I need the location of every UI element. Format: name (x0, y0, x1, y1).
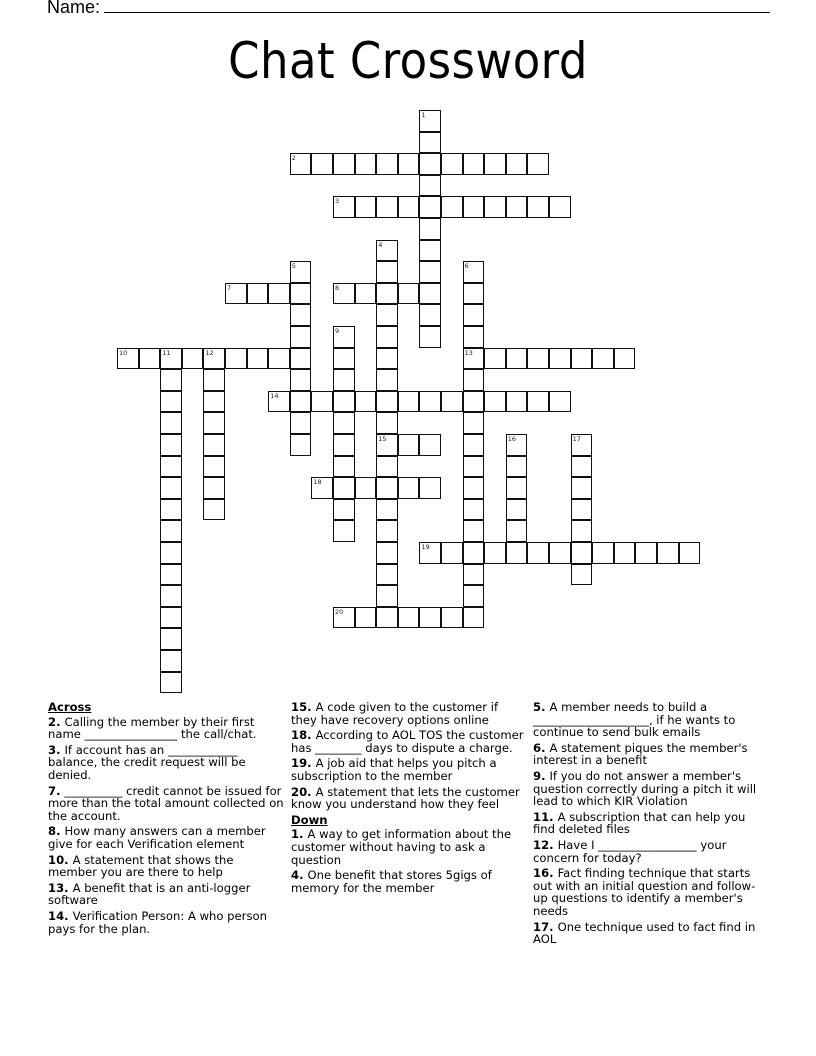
crossword-cell[interactable] (419, 304, 441, 326)
clue-number: 12 (205, 348, 214, 357)
crossword-cell[interactable] (463, 348, 485, 370)
crossword-cell[interactable] (506, 477, 528, 499)
crossword-cell[interactable] (463, 564, 485, 586)
clue-down (533, 742, 769, 767)
crossword-cell[interactable] (376, 304, 398, 326)
clue-number-label: 15. (291, 700, 316, 714)
crossword-cell[interactable] (311, 153, 333, 175)
clue-number: 14 (270, 391, 279, 400)
crossword-cell[interactable] (571, 520, 593, 542)
crossword-cell[interactable] (614, 542, 636, 564)
crossword-cell[interactable] (506, 391, 528, 413)
clue-number-label: 20. (291, 784, 316, 799)
clue-across (48, 910, 284, 935)
crossword-cell[interactable] (376, 391, 398, 413)
clue-across (48, 825, 284, 850)
clue-text: Have I _________________ your concern for today? (533, 837, 727, 865)
clue-number-label: 19. (291, 756, 316, 771)
crossword-cell[interactable] (463, 261, 485, 283)
clue-number: 8 (335, 283, 340, 292)
clue-number: 10 (119, 348, 128, 357)
clue-text: A statement piques the member's interest in a benefit (533, 740, 748, 768)
crossword-cell[interactable] (549, 348, 571, 370)
crossword-cell[interactable] (463, 412, 485, 434)
clue-text: Calling the member by their first name ________________ the call/chat. (48, 714, 257, 742)
crossword-cell[interactable] (549, 542, 571, 564)
clue-number-label: 13. (48, 880, 73, 895)
crossword-cell[interactable] (333, 196, 355, 218)
crossword-cell[interactable] (376, 326, 398, 348)
crossword-cell[interactable] (376, 369, 398, 391)
crossword-cell[interactable] (355, 196, 377, 218)
crossword-cell[interactable] (333, 477, 355, 499)
crossword-cell[interactable] (441, 391, 463, 413)
crossword-cell[interactable] (679, 542, 701, 564)
clue-column-3 (533, 701, 769, 949)
crossword-cell[interactable] (592, 542, 614, 564)
crossword-cell[interactable] (376, 348, 398, 370)
crossword-cell[interactable] (376, 261, 398, 283)
crossword-cell[interactable] (268, 391, 290, 413)
crossword-cell[interactable] (527, 196, 549, 218)
crossword-cell[interactable] (506, 520, 528, 542)
crossword-cell[interactable] (463, 607, 485, 629)
crossword-cell[interactable] (203, 477, 225, 499)
crossword-cell[interactable] (247, 283, 269, 305)
crossword-cell[interactable] (506, 542, 528, 564)
crossword-cell[interactable] (441, 153, 463, 175)
crossword-cell[interactable] (160, 672, 182, 694)
clue-across (48, 854, 284, 879)
crossword-cell[interactable] (527, 348, 549, 370)
clue-text: A statement that shows the member you are there to help (48, 852, 234, 880)
crossword-cell[interactable] (506, 499, 528, 521)
crossword-cell[interactable] (225, 283, 247, 305)
clue-number-label: 2. (48, 714, 65, 729)
crossword-cell[interactable] (419, 153, 441, 175)
crossword-cell[interactable] (484, 348, 506, 370)
crossword-cell[interactable] (311, 477, 333, 499)
clue-text: One technique used to fact find in AOL (533, 919, 756, 947)
clue-down (533, 770, 769, 808)
clue-number: 6 (464, 262, 469, 271)
clue-across (48, 785, 284, 823)
page-title: Chat Crossword (228, 32, 588, 90)
clue-text: How many answers can a member give for each Verification element (48, 824, 266, 851)
crossword-cell[interactable] (117, 348, 139, 370)
crossword-cell[interactable] (419, 175, 441, 197)
crossword-cell[interactable] (441, 196, 463, 218)
crossword-cell[interactable] (398, 391, 420, 413)
crossword-cell[interactable] (463, 369, 485, 391)
crossword-cell[interactable] (376, 520, 398, 542)
crossword-cell[interactable] (419, 477, 441, 499)
crossword-cell[interactable] (441, 607, 463, 629)
clue-across (291, 729, 527, 754)
crossword-cell[interactable] (268, 283, 290, 305)
crossword-cell[interactable] (290, 153, 312, 175)
crossword-cell[interactable] (506, 434, 528, 456)
clue-number-label: 8. (48, 824, 65, 839)
clue-number-label: 12. (533, 837, 558, 852)
clue-down (533, 867, 769, 917)
crossword-cell[interactable] (376, 283, 398, 305)
crossword-cell[interactable] (376, 585, 398, 607)
crossword-cell[interactable] (571, 456, 593, 478)
crossword-cell[interactable] (398, 434, 420, 456)
clue-number: 9 (335, 327, 340, 335)
crossword-cell[interactable] (355, 607, 377, 629)
crossword-cell[interactable] (160, 369, 182, 391)
crossword-cell[interactable] (398, 196, 420, 218)
crossword-cell[interactable] (614, 348, 636, 370)
crossword-cell[interactable] (419, 434, 441, 456)
name-label: Name: (47, 0, 101, 17)
clue-text: A way to get information about the customer without having to ask a question (291, 827, 512, 867)
crossword-cell[interactable] (419, 607, 441, 629)
crossword-cell[interactable] (290, 391, 312, 413)
crossword-cell[interactable] (160, 391, 182, 413)
crossword-cell[interactable] (592, 348, 614, 370)
clue-number-label: 6. (533, 740, 550, 755)
crossword-cell[interactable] (376, 499, 398, 521)
clue-number-label: 11. (533, 809, 558, 824)
crossword-cell[interactable] (290, 283, 312, 305)
crossword-cell[interactable] (463, 153, 485, 175)
clue-text: __________ credit cannot be issued for more than the total amount collected on the account. (48, 783, 284, 823)
clue-number-label: 17. (533, 919, 558, 934)
crossword-cell[interactable] (463, 196, 485, 218)
crossword-cell[interactable] (463, 434, 485, 456)
crossword-cell[interactable] (419, 326, 441, 348)
crossword-cell[interactable] (635, 542, 657, 564)
clue-down (533, 811, 769, 836)
clue-down (533, 839, 769, 864)
crossword-cell[interactable] (333, 434, 355, 456)
clue-down (533, 921, 769, 946)
clue-number-label: 16. (533, 866, 558, 881)
clue-number: 3 (335, 197, 340, 206)
crossword-cell[interactable] (463, 499, 485, 521)
crossword-cell[interactable] (484, 196, 506, 218)
crossword-cell[interactable] (290, 261, 312, 283)
crossword-cell[interactable] (333, 499, 355, 521)
crossword-cell[interactable] (419, 391, 441, 413)
crossword-cell[interactable] (160, 434, 182, 456)
crossword-cell[interactable] (355, 477, 377, 499)
crossword-cell[interactable] (441, 542, 463, 564)
crossword-cell[interactable] (333, 369, 355, 391)
crossword-cell[interactable] (160, 348, 182, 370)
clue-number: 20 (335, 607, 344, 616)
crossword-cell[interactable] (333, 348, 355, 370)
crossword-cell[interactable] (290, 434, 312, 456)
clue-text: If account has an ____________ balance, the credit request will be denied. (48, 742, 246, 782)
crossword-cell[interactable] (376, 434, 398, 456)
clue-text: Verification Person: A who person pays for the plan. (48, 908, 267, 936)
crossword-cell[interactable] (463, 456, 485, 478)
crossword-cell[interactable] (160, 607, 182, 629)
clue-column-1 (48, 701, 284, 938)
crossword-cell[interactable] (376, 477, 398, 499)
crossword-cell[interactable] (203, 434, 225, 456)
crossword-cell[interactable] (355, 391, 377, 413)
crossword-cell[interactable] (527, 542, 549, 564)
crossword-cell[interactable] (463, 477, 485, 499)
crossword-cell[interactable] (160, 477, 182, 499)
clue-number: 11 (162, 348, 171, 357)
crossword-cell[interactable] (571, 348, 593, 370)
crossword-cell[interactable] (333, 153, 355, 175)
crossword-cell[interactable] (419, 196, 441, 218)
crossword-cell[interactable] (419, 542, 441, 564)
clue-across (291, 701, 527, 726)
crossword-cell[interactable] (506, 456, 528, 478)
crossword-cell[interactable] (333, 412, 355, 434)
clue-text: A member needs to build a ____________________, if he wants to continue to send bulk emails (533, 700, 736, 740)
clue-number-label: 5. (533, 700, 550, 714)
crossword-cell[interactable] (160, 499, 182, 521)
across-heading: Across (48, 700, 92, 714)
crossword-cell[interactable] (419, 240, 441, 262)
crossword-cell[interactable] (376, 196, 398, 218)
clue-number: 16 (507, 435, 517, 443)
crossword-cell[interactable] (549, 391, 571, 413)
clue-text: Fact finding technique that starts out with an initial question and follow-up questions to identify a member's needs (533, 866, 756, 918)
clue-across (48, 744, 284, 782)
crossword-cell[interactable] (419, 283, 441, 305)
clue-number: 1 (421, 111, 426, 119)
crossword-cell[interactable] (657, 542, 679, 564)
crossword-cell[interactable] (484, 153, 506, 175)
crossword-cell[interactable] (506, 348, 528, 370)
clue-text: A code given to the customer if they have recovery options online (291, 700, 499, 727)
crossword-cell[interactable] (506, 153, 528, 175)
crossword-cell[interactable] (419, 132, 441, 154)
crossword-cell[interactable] (398, 477, 420, 499)
crossword-cell[interactable] (463, 304, 485, 326)
clue-text: If you do not answer a member's question correctly during a pitch it will lead to which KIR Violation (533, 768, 757, 809)
crossword-cell[interactable] (571, 542, 593, 564)
crossword-cell[interactable] (376, 456, 398, 478)
clue-number: 5 (291, 262, 296, 271)
clue-down (291, 869, 527, 894)
crossword-cell[interactable] (203, 348, 225, 370)
crossword-cell[interactable] (160, 542, 182, 564)
clue-number-label: 3. (48, 742, 65, 757)
crossword-cell[interactable] (463, 520, 485, 542)
crossword-cell[interactable] (398, 153, 420, 175)
crossword-cell[interactable] (376, 564, 398, 586)
crossword-cell[interactable] (333, 607, 355, 629)
clue-text: A statement that lets the customer know you understand how they feel (291, 784, 520, 812)
crossword-cell[interactable] (376, 542, 398, 564)
crossword-cell[interactable] (203, 391, 225, 413)
crossword-cell[interactable] (290, 348, 312, 370)
crossword-cell[interactable] (527, 153, 549, 175)
crossword-cell[interactable] (160, 412, 182, 434)
clue-text: One benefit that stores 5gigs of memory for the member (291, 868, 492, 895)
crossword-cell[interactable] (290, 369, 312, 391)
crossword-cell[interactable] (290, 412, 312, 434)
crossword-cell[interactable] (571, 499, 593, 521)
crossword-cell[interactable] (419, 261, 441, 283)
crossword-cell[interactable] (419, 110, 441, 132)
crossword-cell[interactable] (333, 456, 355, 478)
crossword-cell[interactable] (355, 153, 377, 175)
clue-text: A job aid that helps you pitch a subscription to the member (291, 756, 497, 783)
clue-across (291, 786, 527, 811)
crossword-cell[interactable] (139, 348, 161, 370)
crossword-cell[interactable] (506, 196, 528, 218)
crossword-cell[interactable] (203, 412, 225, 434)
crossword-cell[interactable] (484, 391, 506, 413)
clue-number-label: 10. (48, 852, 73, 867)
crossword-cell[interactable] (376, 412, 398, 434)
crossword-cell[interactable] (419, 218, 441, 240)
crossword-cell[interactable] (225, 348, 247, 370)
crossword-cell[interactable] (527, 391, 549, 413)
clue-number-label: 18. (291, 728, 316, 743)
crossword-cell[interactable] (203, 499, 225, 521)
clue-number: 4 (378, 240, 383, 249)
crossword-cell[interactable] (160, 650, 182, 672)
crossword-cell[interactable] (463, 585, 485, 607)
clue-number-label: 1. (291, 827, 308, 842)
clue-across (291, 757, 527, 782)
crossword-cell[interactable] (463, 326, 485, 348)
clue-text: A benefit that is an anti-logger software (48, 880, 251, 908)
crossword-cell[interactable] (398, 283, 420, 305)
clue-number: 13 (464, 348, 473, 357)
crossword-cell[interactable] (290, 304, 312, 326)
crossword-cell[interactable] (376, 607, 398, 629)
crossword-cell[interactable] (333, 391, 355, 413)
crossword-cell[interactable] (203, 369, 225, 391)
crossword-cell[interactable] (484, 542, 506, 564)
clue-number: 7 (227, 283, 232, 292)
crossword-cell[interactable] (333, 283, 355, 305)
crossword-cell[interactable] (549, 196, 571, 218)
crossword-cell[interactable] (290, 326, 312, 348)
crossword-cell[interactable] (571, 477, 593, 499)
clue-across (48, 716, 284, 741)
clue-number-label: 14. (48, 908, 73, 923)
crossword-cell[interactable] (333, 520, 355, 542)
crossword-cell[interactable] (160, 628, 182, 650)
clue-number-label: 4. (291, 868, 308, 883)
clue-text: A subscription that can help you find deleted files (533, 809, 746, 837)
crossword-cell[interactable] (463, 283, 485, 305)
clue-number: 18 (313, 478, 322, 487)
crossword-cell[interactable] (571, 564, 593, 586)
clue-number-label: 7. (48, 783, 65, 798)
crossword-cell[interactable] (160, 585, 182, 607)
clue-number: 2 (291, 154, 296, 163)
crossword-cell[interactable] (268, 348, 290, 370)
crossword-cell[interactable] (376, 240, 398, 262)
clue-number: 15 (378, 435, 387, 443)
crossword-cell[interactable] (160, 520, 182, 542)
crossword-cell[interactable] (355, 283, 377, 305)
crossword-cell[interactable] (376, 153, 398, 175)
clue-column-2 (291, 701, 527, 897)
crossword-cell[interactable] (333, 326, 355, 348)
clue-number: 17 (572, 435, 581, 443)
crossword-cell[interactable] (247, 348, 269, 370)
clue-number: 19 (421, 543, 430, 551)
clue-down (291, 828, 527, 866)
crossword-cell[interactable] (571, 434, 593, 456)
clue-down (533, 701, 769, 739)
crossword-cell[interactable] (160, 456, 182, 478)
clue-across (48, 882, 284, 907)
clue-text: According to AOL TOS the customer has ________ days to dispute a charge. (291, 728, 524, 755)
crossword-cell[interactable] (463, 542, 485, 564)
crossword-cell[interactable] (311, 391, 333, 413)
crossword-cell[interactable] (182, 348, 204, 370)
down-heading: Down (291, 812, 328, 827)
clue-number-label: 9. (533, 768, 550, 783)
crossword-cell[interactable] (160, 564, 182, 586)
crossword-cell[interactable] (463, 391, 485, 413)
crossword-cell[interactable] (398, 607, 420, 629)
crossword-cell[interactable] (203, 456, 225, 478)
